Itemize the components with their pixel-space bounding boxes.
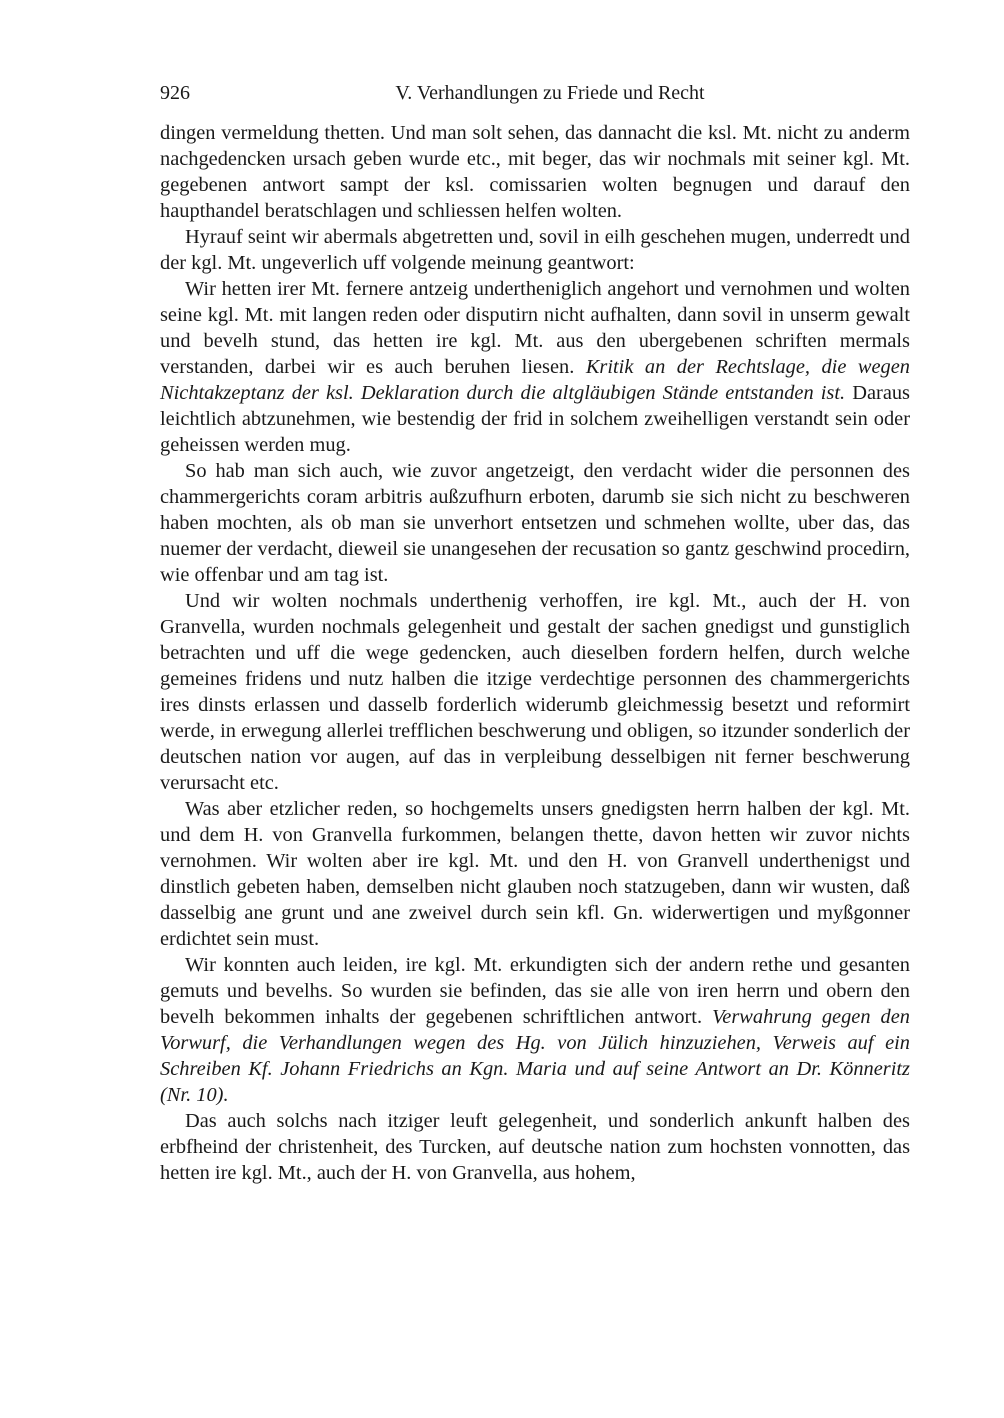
paragraph-8: Das auch solchs nach itziger leuft gelegenheit, und sonderlich ankunft halben des erbfheind der christenheit, des Turcken, auf deutsche nation zum hochsten vonnotten, das hetten ire kgl. Mt., auch der H. von Granvella, aus hohem,: [160, 1110, 910, 1184]
running-title: V. Verhandlungen zu Friede und Recht: [395, 82, 705, 104]
paragraph-2: Hyrauf seint wir abermals abgetretten und, sovil in eilh geschehen mugen, underredt und der kgl. Mt. ungeverlich uff volgende meinung geantwort:: [160, 226, 910, 274]
document-page: [160, 78, 910, 1186]
paragraph-4: So hab man sich auch, wie zuvor angetzeigt, den verdacht wider die personnen des chammergerichts coram arbitris außzufhurn erboten, darumb sie sich nicht zu beschweren haben mochten, als ob man sie unverhort entsetzen und schmehen wollte, uber das, das nuemer der verdacht, dieweil sie unangesehen der recusation so gantz geschwind procedirn, wie offenbar und am tag ist.: [160, 460, 910, 586]
paragraph-7-text: Wir konnten auch leiden, ire kgl. Mt. erkundigten sich der andern rethe und gesanten gemuts und bevelhs. So wurden sie befinden, das sie alle von iren herrn und obern den bevelh bekommen inhalts der gegebenen schriftlichen antwort.: [160, 954, 910, 1028]
paragraph-3-text: Wir hetten irer Mt. fernere antzeig undertheniglich angehort und vernohmen und wolten seine kgl. Mt. mit langen reden oder disputirn nicht aufhalten, dann sovil in unserm gewalt und bevelh stund, das hetten ire kgl. Mt. aus den ubergebenen schriften mermals verstanden, darbei wir es auch beruhen liesen.: [160, 278, 910, 378]
paragraph-3-text-end: Daraus leichtlich abtzunehmen, wie bestendig der frid in solchem zweihelligen verstandt sein oder geheissen werden mug.: [160, 382, 910, 456]
paragraph-6: Was aber etzlicher reden, so hochgemelts unsers gnedigsten herrn halben der kgl. Mt. und dem H. von Granvella furkommen, belangen thette, davon hetten wir zuvor nichts vernohmen. Wir wolten aber ire kgl. Mt. und den H. von Granvell underthenigst und dinstlich gebeten haben, demselben nicht glauben noch statzugeben, dann wir wusten, daß dasselbig ane grunt und ane zweivel durch sein kfl. Gn. widerwertigen und myßgonner erdichtet sein must.: [160, 798, 910, 950]
body-text: [160, 120, 910, 1186]
editorial-note-1: Kritik an der Rechtslage, die wegen Nichtakzeptanz der ksl. Deklaration durch die altgläubigen Stände entstanden ist.: [160, 356, 910, 404]
paragraph-7: [160, 952, 910, 1108]
editorial-note-2: Verwahrung gegen den Vorwurf, die Verhandlungen wegen des Hg. von Jülich hinzuziehen, Verweis auf ein Schreiben Kf. Johann Friedrichs an Kgn. Maria und auf seine Antwort an Dr. Könneritz (Nr. 10).: [160, 1006, 910, 1106]
running-head: [160, 78, 910, 108]
page-number: 926: [160, 82, 190, 104]
paragraph-5: Und wir wolten nochmals underthenig verhoffen, ire kgl. Mt., auch der H. von Granvella, wurden nochmals gelegenheit und gestalt der sachen gnedigst und gunstiglich betrachten und uff die wege gedencken, auch dieselben fordern helfen, durch welche gemeines fridens und nutz halben die itzige verdechtige personnen des chammergerichts ires dinsts erlassen und dasselb forderlich widerumb gleichmessig besetzt und reformirt werde, in erwegung allerlei trefflichen beschwerung und obligen, so itzunder sonderlich der deutschen nation vor augen, auf das in verpleibung desselbigen nit ferner beschwerung verursacht etc.: [160, 590, 910, 794]
paragraph-1: dingen vermeldung thetten. Und man solt sehen, das dannacht die ksl. Mt. nicht zu anderm nachgedencken ursach geben wurde etc., mit beger, das wir nochmals mit seiner kgl. Mt. gegebenen antwort sampt der ksl. comissarien wolten begnugen und darauf den haupthandel beratschlagen und schliessen helfen wolten.: [160, 122, 910, 222]
paragraph-3: [160, 276, 910, 458]
